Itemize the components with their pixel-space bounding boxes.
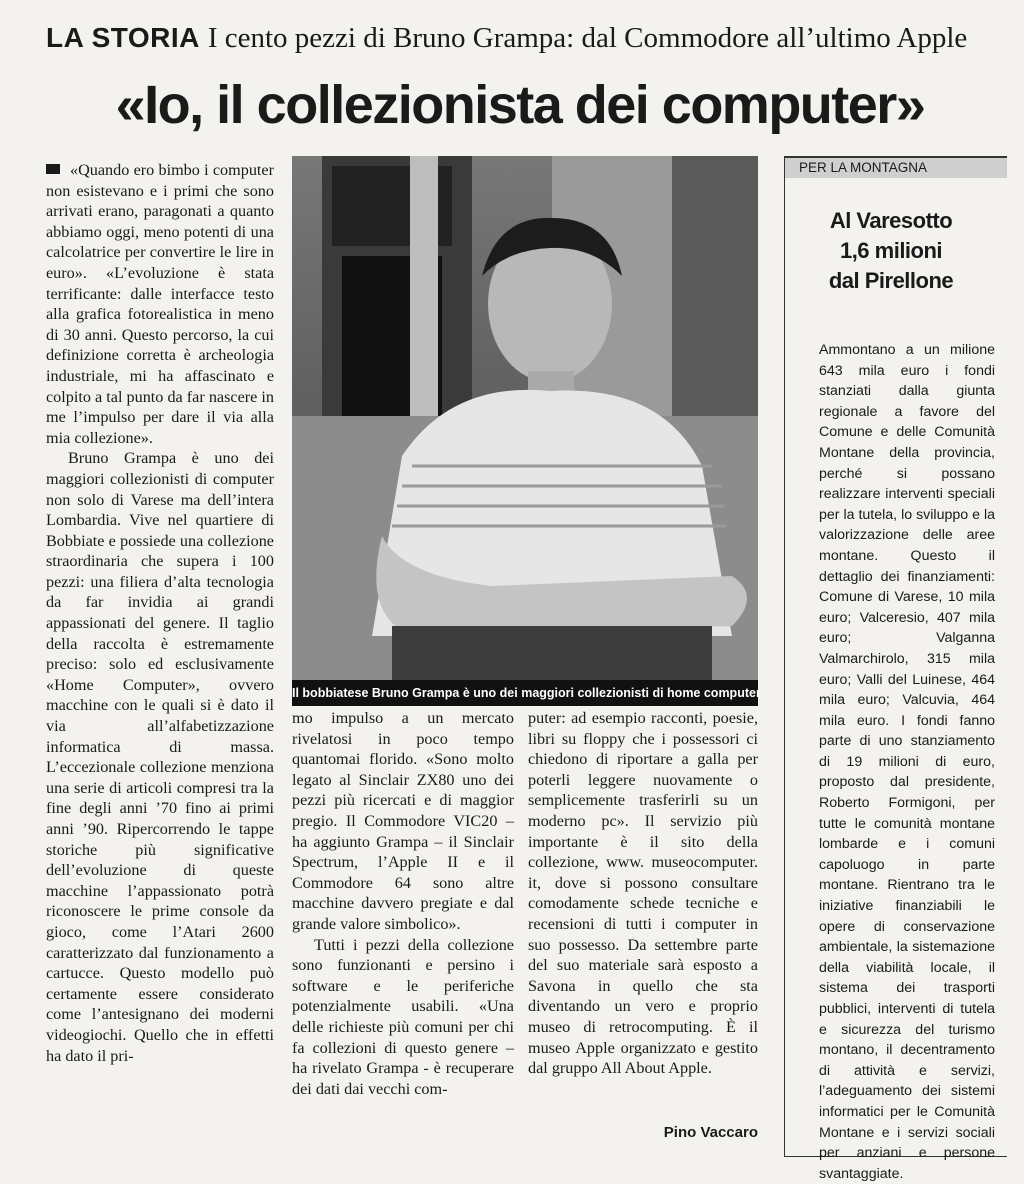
sidebar-title-line: Al Varesotto bbox=[829, 208, 953, 233]
photo-caption: Il bobbiatese Bruno Grampa è uno dei maggiori collezionisti di home computer bbox=[292, 680, 758, 706]
article-column-1 bbox=[46, 160, 274, 1150]
paragraph-text: «Quando ero bimbo i computer non esistevano e i primi che sono arrivati erano, paragonati a quanto abbiamo oggi, meno potenti di una calcolatrice per convertire le lire in euro». «L’evoluzione è stata terrificante: dalle interfacce testo alla grafica fotorealistica in meno di 30 anni. Questo percorso, la cui definizione corretta è archeologia industriale, mi ha affascinato e colpito a tal punto da far nascere in me l’impulso per dare il via alla mia collezione». bbox=[46, 161, 274, 447]
subtitle: I cento pezzi di Bruno Grampa: dal Commodore all’ultimo Apple bbox=[207, 22, 968, 54]
photo-illustration bbox=[292, 156, 758, 706]
bullet-mark bbox=[46, 164, 60, 174]
kicker bbox=[46, 18, 1006, 58]
sidebar-text: Ammontano a un milione 643 mila euro i fondi stanziati dalla giunta regionale a favore del Comune e delle Comunità Montane della provincia, perché si possano realizzare interventi speciali per la tutela, lo sviluppo e la valorizzazione delle aree montane. Questo il dettaglio dei finanziamenti: Comune di Varese, 10 mila euro; Valceresio, 407 mila euro; Valganna Valmarchirolo, 315 mila euro; Valli del Luinese, 464 mila euro; Valcuvia, 464 mila euro. I fondi fanno parte di uno stanziamento di 19 milioni di euro, proposto dal presidente, Roberto Formigoni, per tutte le comunità montane lombarde e i comuni capoluogo in parte montane. Rientrano tra le iniziative finanziabili le opere di conservazione ambientale, la sistemazione della viabilità locale, il sistema dei trasporti pubblici, interventi di tutela e sicurezza del turismo montano, il decentramento di attività e servizi, l’adeguamento dei sistemi informatici per le Comunità Montane e i servizi sociali per anziani e persone svantaggiate. bbox=[819, 342, 995, 1182]
section-tag: LA STORIA bbox=[46, 22, 200, 53]
article-paragraph: mo impulso a un mercato rivelatosi in poco tempo quantomai florido. «Sono molto legato al Sinclair ZX80 uno dei pezzi più ricercati e di maggior pregio. Il Commodore VIC20 – ha aggiunto Grampa – il Sinclair Spectrum, l’Apple II e il Commodore 64 sono altre macchine davvero pregiate e dal grande valore simbolico». bbox=[292, 709, 514, 933]
sidebar-title bbox=[785, 178, 1007, 296]
article-paragraph: Tutti i pezzi della collezione sono funzionanti e persino i software e le periferiche potenzialmente usabili. «Una delle richieste più comuni per chi fa collezioni di questo genere – ha rivelato Grampa - è recuperare dei dati dai vecchi com- bbox=[292, 935, 514, 1098]
article-photo bbox=[292, 156, 761, 706]
article-paragraph: Bruno Grampa è uno dei maggiori collezionisti di computer non solo di Varese ma dell’intera Lombardia. Vive nel quartiere di Bobbiate e possiede una collezione straordinaria che supera i 100 pezzi: una filiera d’alta tecnologia da far invidia ai grandi appassionati del genere. Il taglio della raccolta è estremamente preciso: solo ed esclusivamente «Home Computer», ovvero macchine con le quali si è dato il via all’alfabetizzazione informatica di massa. L’eccezionale collezione menziona una serie di articoli compresi tra la fine degli anni ’70 fino ai primi anni ’90. Ripercorrendo le tappe storiche più significative dell’evoluzione di queste macchine l’appassionato potrà riconoscere le prime console da gioco, come l’Atari 2600 caratterizzato dal funzionamento a cartucce. Questo modello può certamente essere considerato come l’antesignano dei moderni videogiochi. Quello che in effetti ha dato il pri- bbox=[46, 449, 274, 1065]
article-paragraph: puter: ad esempio racconti, poesie, libri su floppy che i possessori ci chiedono di riportare a galla per poterli leggere nuovamente o semplicemente trasferirli su un moderno pc». Il servizio più importante è il sito della collezione, www. museocomputer. it, dove si possono consultare comodamente schede tecniche e recensioni di tutti i computer in suo possesso. Da settembre parte del suo materiale sarà esposto a Savona in quello che sta diventando un vero e proprio museo di retrocomputing. È il museo Apple organizzato e gestito dal gruppo All About Apple. bbox=[528, 709, 758, 1078]
sidebar-title-line: dal Pirellone bbox=[828, 268, 954, 293]
article-column-3 bbox=[528, 708, 758, 1128]
headline: «Io, il collezionista dei computer» bbox=[115, 75, 925, 135]
sidebar-title-line: 1,6 milioni bbox=[839, 238, 943, 263]
article-paragraph bbox=[46, 160, 274, 448]
sidebar-label: PER LA MONTAGNA bbox=[785, 156, 1007, 178]
byline: Pino Vaccaro bbox=[663, 1124, 758, 1141]
article-column-2 bbox=[292, 708, 514, 1148]
sidebar-box bbox=[784, 156, 1007, 1182]
